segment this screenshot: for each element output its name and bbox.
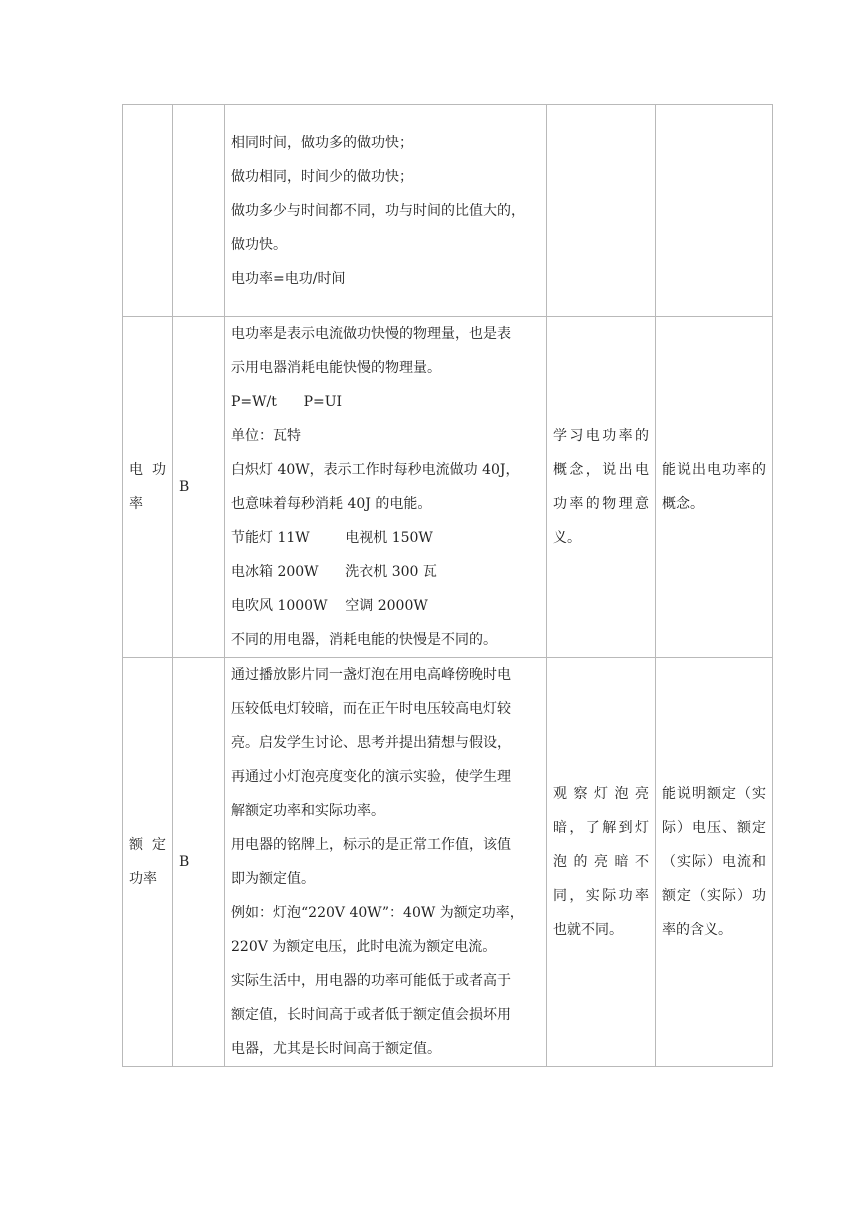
content-cell [225, 658, 547, 1067]
content-cell [225, 105, 547, 317]
content-line: 不同的用电器，消耗电能的快慢是不同的。 [231, 632, 497, 648]
goal-cell: 能说明额定（实际）电压、额定（实际）电流和额定（实际）功率的含义。 [656, 658, 773, 1067]
content-line: 例如：灯泡“220V 40W”：40W 为额定功率， [231, 905, 524, 921]
content-line: 用电器的铭牌上，标示的是正常工作值，该值 [231, 837, 511, 853]
content-line: 示用电器消耗电能快慢的物理量。 [231, 360, 441, 376]
content-line: 做功快。 [231, 236, 287, 253]
content-line: 节能灯 11W 电视机 150W [231, 530, 433, 546]
content-line: P=W/t P=UI [231, 394, 343, 410]
topic-cell: 电 功率 [123, 317, 173, 658]
content-line: 做功多少与时间都不同，功与时间的比值大的， [231, 202, 525, 219]
table-row [123, 105, 773, 317]
content-line: 也意味着每秒消耗 40J 的电能。 [231, 496, 432, 512]
content-line: 电吹风 1000W 空调 2000W [231, 598, 428, 614]
content-line: 实际生活中，用电器的功率可能低于或者高于 [231, 973, 511, 989]
level-cell: B [173, 658, 225, 1067]
topic-cell [123, 105, 173, 317]
content-line: 亮。启发学生讨论、思考并提出猜想与假设， [231, 735, 511, 751]
content-line: 电器，尤其是长时间高于额定值。 [231, 1041, 441, 1057]
content-line: 单位：瓦特 [231, 428, 301, 444]
goal-cell [656, 105, 773, 317]
content-line: 解额定功率和实际功率。 [231, 803, 385, 819]
content-line: 220V 为额定电压，此时电流为额定电流。 [231, 939, 497, 955]
activity-cell [547, 105, 656, 317]
table-row [123, 317, 773, 658]
level-cell: B [173, 317, 225, 658]
content-line: 电功率=电功/时间 [231, 270, 346, 287]
content-line: 白炽灯 40W，表示工作时每秒电流做功 40J， [231, 462, 520, 478]
content-line: 相同时间，做功多的做功快； [231, 134, 413, 151]
content-line: 即为额定值。 [231, 871, 315, 887]
table-row [123, 658, 773, 1067]
content-line: 做功相同，时间少的做功快； [231, 168, 413, 185]
topic-cell: 额定功率 [123, 658, 173, 1067]
content-line: 压较低电灯较暗，而在正午时电压较高电灯较 [231, 701, 511, 717]
lesson-plan-table [122, 104, 773, 1067]
goal-cell: 能说出电功率的概念。 [656, 317, 773, 658]
content-line: 再通过小灯泡亮度变化的演示实验，使学生理 [231, 769, 511, 785]
content-cell [225, 317, 547, 658]
content-line: 电冰箱 200W 洗衣机 300 瓦 [231, 564, 437, 580]
level-cell [173, 105, 225, 317]
activity-cell: 观察灯泡亮暗，了解到灯泡的亮暗不同，实际功率也就不同。 [547, 658, 656, 1067]
content-line: 电功率是表示电流做功快慢的物理量，也是表 [231, 326, 511, 342]
content-line: 额定值，长时间高于或者低于额定值会损坏用 [231, 1007, 511, 1023]
content-line: 通过播放影片同一盏灯泡在用电高峰傍晚时电 [231, 667, 511, 683]
activity-cell: 学习电功率的概念，说出电功率的物理意义。 [547, 317, 656, 658]
